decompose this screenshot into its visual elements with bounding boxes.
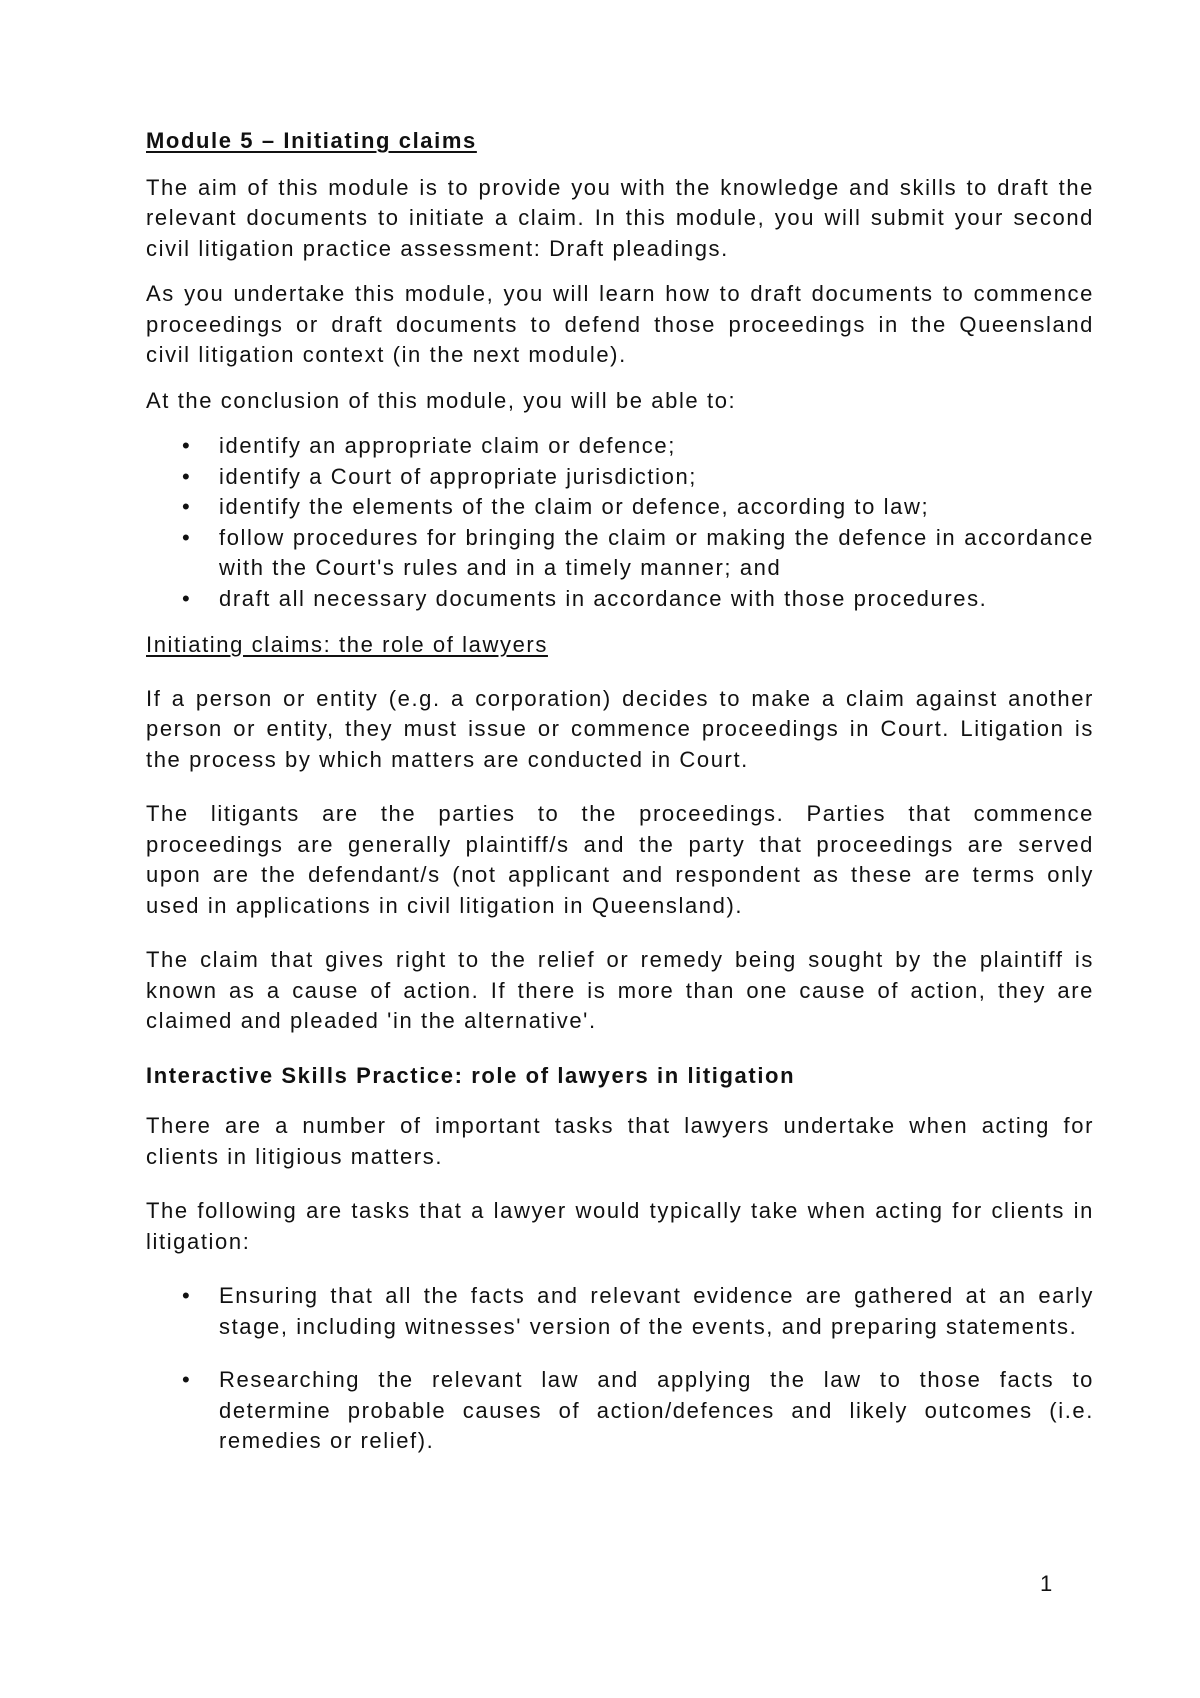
- section1-paragraph-1: If a person or entity (e.g. a corporation) decides to make a claim against another person or entity, they must issue or commence proceedings in Court. Litigation is the process by which matters are conducted in Court.: [146, 685, 1094, 772]
- document-page: [146, 126, 1094, 1480]
- section-heading-interactive-skills: Interactive Skills Practice: role of lawyers in litigation: [146, 1062, 796, 1088]
- bullet-icon: •: [182, 494, 190, 519]
- list-item: [146, 1365, 1094, 1457]
- list-item-text: Ensuring that all the facts and relevant evidence are gathered at an early stage, including witnesses' version of the events, and preparing statements.: [219, 1283, 1094, 1339]
- list-item: [146, 523, 1094, 584]
- section1-paragraph-3: The claim that gives right to the relief or remedy being sought by the plaintiff is known as a cause of action. If there is more than one cause of action, they are claimed and pleaded 'in the alternative'.: [146, 947, 1094, 1033]
- section-heading-role-of-lawyers: Initiating claims: the role of lawyers: [146, 632, 548, 657]
- list-item: [146, 492, 1094, 523]
- lawyer-tasks-list: [146, 1281, 1094, 1457]
- page-number: 1: [1040, 1571, 1053, 1596]
- section2-paragraph-2: The following are tasks that a lawyer would typically take when acting for clients in litigation:: [146, 1198, 1094, 1254]
- list-item-text: identify a Court of appropriate jurisdiction;: [219, 463, 697, 489]
- list-item-text: identify the elements of the claim or defence, according to law;: [219, 494, 930, 519]
- list-item-text: Researching the relevant law and applying the law to those facts to determine probable causes of action/defences and likely outcomes (i.e. remedies or relief).: [219, 1367, 1094, 1453]
- list-item: [146, 584, 1094, 615]
- intro-paragraph-2: As you undertake this module, you will learn how to draft documents to commence proceedings or draft documents to defend those proceedings in the Queensland civil litigation context (in the next module).: [146, 281, 1094, 367]
- bullet-icon: •: [182, 585, 190, 611]
- bullet-icon: •: [182, 1283, 190, 1308]
- section1-paragraph-2: The litigants are the parties to the proceedings. Parties that commence proceedings are generally plaintiff/s and the party that proceedings are served upon are the defendant/s (not applicant and respondent as these are terms only used in applications in civil litigation in Queensland).: [146, 801, 1094, 918]
- list-item-text: draft all necessary documents in accordance with those procedures.: [219, 585, 988, 611]
- list-item: [146, 462, 1094, 493]
- intro-paragraph-1: The aim of this module is to provide you with the knowledge and skills to draft the relevant documents to initiate a claim. In this module, you will submit your second civil litigation practice assessment: Draft pleadings.: [146, 174, 1094, 261]
- list-item: [146, 431, 1094, 462]
- section2-paragraph-1: There are a number of important tasks that lawyers undertake when acting for clients in litigious matters.: [146, 1113, 1094, 1169]
- bullet-icon: •: [182, 1367, 190, 1392]
- module-title: Module 5 – Initiating claims: [146, 128, 477, 153]
- list-item: [146, 1281, 1094, 1342]
- list-item-text: follow procedures for bringing the claim or making the defence in accordance with the Court's rules and in a timely manner; and: [219, 524, 1094, 580]
- learning-outcomes-list: [146, 431, 1094, 614]
- bullet-icon: •: [182, 433, 190, 458]
- bullet-icon: •: [182, 463, 190, 489]
- bullet-icon: •: [182, 524, 190, 550]
- intro-paragraph-3: At the conclusion of this module, you will be able to:: [146, 387, 737, 413]
- list-item-text: identify an appropriate claim or defence;: [219, 433, 676, 458]
